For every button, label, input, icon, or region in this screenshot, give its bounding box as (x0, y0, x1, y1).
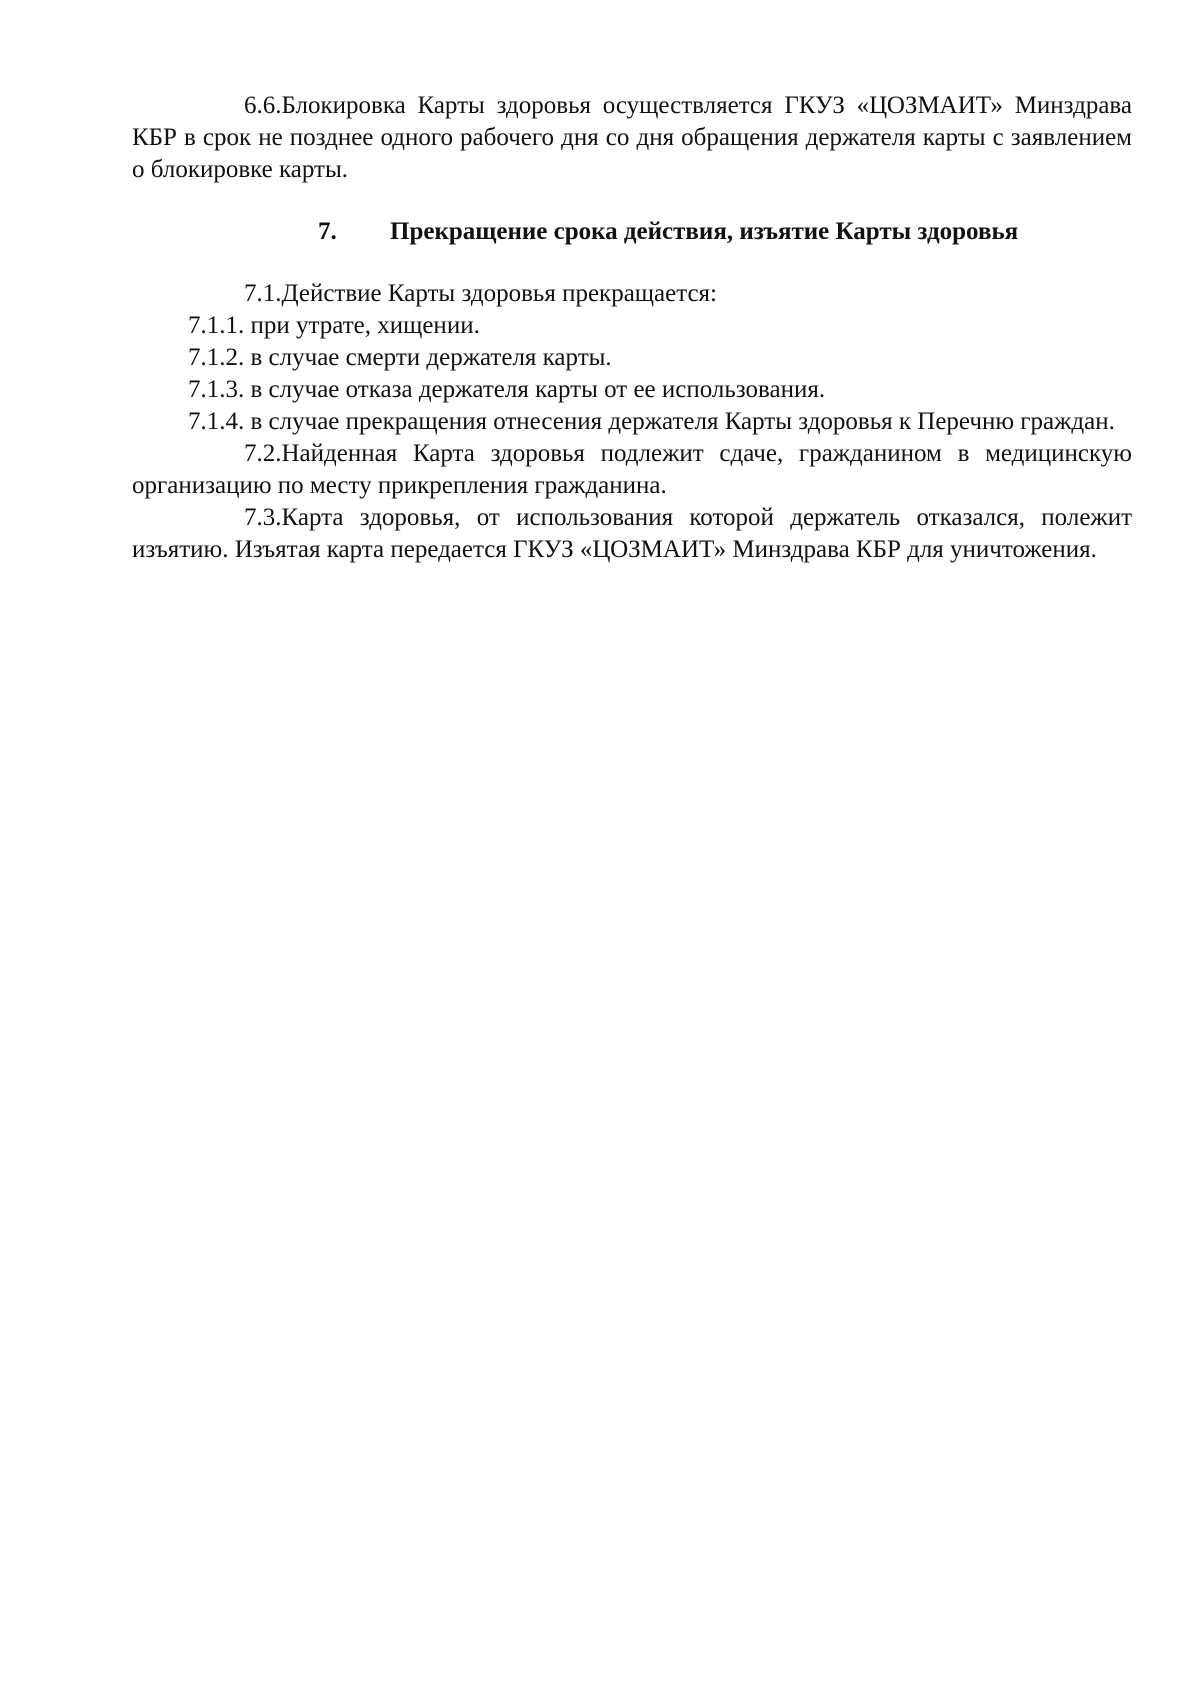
paragraph-7-3-text: Карта здоровья, от использования которой держатель отказался, полежит изъятию. Изъятая карта передается ГКУЗ «ЦОЗМАИТ» Минздрава КБР для уничтожения. (132, 504, 1132, 563)
paragraph-7-1-3-text: в случае отказа держателя карты от ее использования. (250, 376, 826, 403)
paragraph-7-2-text: Найденная Карта здоровья подлежит сдаче, гражданином в медицинскую организацию по месту прикрепления гражданина. (132, 440, 1132, 499)
paragraph-7-1-number: 7.1. (244, 280, 282, 307)
paragraph-7-1-1 (132, 310, 1132, 342)
paragraph-6-6-number: 6.6. (244, 92, 282, 119)
paragraph-7-1-text: Действие Карты здоровья прекращается: (281, 280, 717, 307)
document-body (132, 90, 1132, 566)
paragraph-6-6-text: Блокировка Карты здоровья осуществляется ГКУЗ «ЦОЗМАИТ» Минздрава КБР в срок не позднее одного рабочего дня со дня обращения держателя карты с заявлением о блокировке карты. (132, 92, 1132, 183)
paragraph-6-6 (132, 90, 1132, 186)
paragraph-7-3 (132, 502, 1132, 566)
paragraph-7-1-2-number: 7.1.2. (188, 344, 245, 371)
section-7-title: Прекращение срока действия, изъятие Карты здоровья (390, 218, 1019, 245)
paragraph-7-1-3 (132, 374, 1132, 406)
paragraph-7-3-number: 7.3. (244, 504, 282, 531)
section-7-heading (132, 216, 1132, 248)
paragraph-7-1-1-number: 7.1.1. (188, 312, 245, 339)
paragraph-7-2 (132, 438, 1132, 502)
paragraph-7-1 (132, 278, 1132, 310)
paragraph-7-1-4-number: 7.1.4. (188, 408, 245, 435)
paragraph-7-1-4-text: в случае прекращения отнесения держателя Карты здоровья к Перечню граждан. (250, 408, 1115, 435)
section-7-number: 7. (318, 218, 337, 245)
paragraph-7-1-2-text: в случае смерти держателя карты. (250, 344, 612, 371)
paragraph-7-1-3-number: 7.1.3. (188, 376, 245, 403)
paragraph-7-1-4 (132, 406, 1132, 438)
paragraph-7-1-1-text: при утрате, хищении. (250, 312, 480, 339)
paragraph-7-2-number: 7.2. (244, 440, 282, 467)
paragraph-7-1-2 (132, 342, 1132, 374)
